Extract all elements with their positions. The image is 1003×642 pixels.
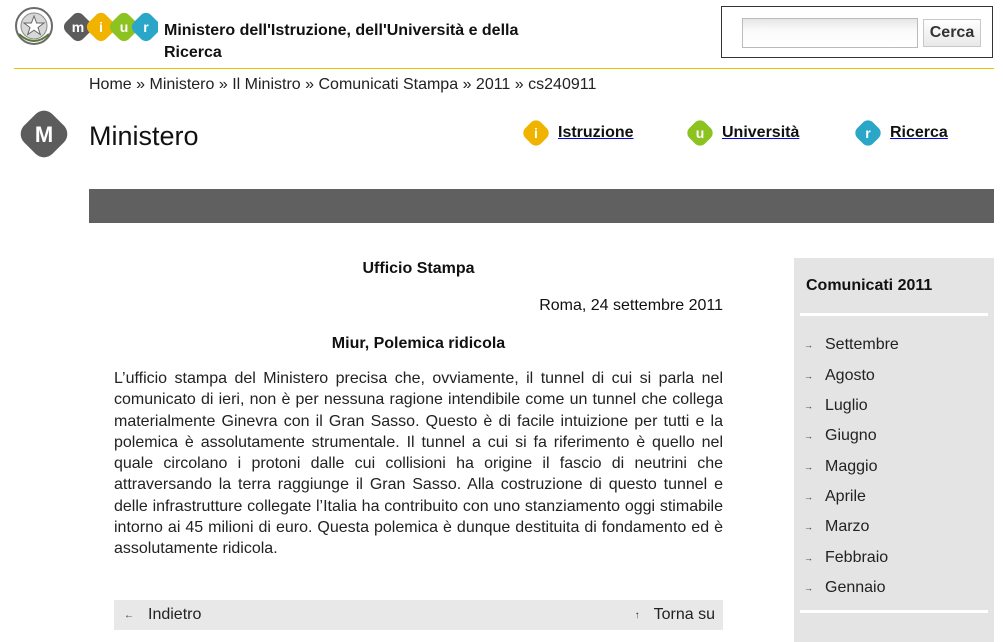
arrow-right-icon: → <box>804 340 813 350</box>
sidebar <box>794 258 994 642</box>
page-title: Ministero <box>89 121 199 151</box>
nav-istruzione-label: Istruzione <box>558 124 634 141</box>
sidebar-divider <box>800 313 988 316</box>
sidebar-item-marzo[interactable] <box>804 518 869 536</box>
arrow-left-icon: ← <box>124 609 134 621</box>
nav-universita-label: Università <box>722 124 800 141</box>
sidebar-item-label: Giugno <box>825 427 877 444</box>
nav-ricerca-label: Ricerca <box>890 124 948 141</box>
universita-u-icon <box>684 117 716 149</box>
article-footer-bar <box>114 600 723 630</box>
breadcrumb-separator: » <box>462 76 472 93</box>
sidebar-item-luglio[interactable] <box>804 397 868 415</box>
sidebar-item-gennaio[interactable] <box>804 579 886 597</box>
back-link-label: Indietro <box>148 606 202 623</box>
sidebar-item-label: Marzo <box>825 518 870 535</box>
sidebar-item-settembre[interactable] <box>804 336 899 354</box>
sidebar-item-febbraio[interactable] <box>804 549 888 567</box>
sidebar-divider <box>800 610 988 613</box>
svg-text:i: i <box>534 125 538 141</box>
sidebar-item-label: Maggio <box>825 458 878 475</box>
sidebar-item-label: Aprile <box>825 488 866 505</box>
search-box <box>721 6 993 58</box>
article <box>114 258 723 560</box>
breadcrumb-il-ministro[interactable]: Il Ministro <box>232 76 301 93</box>
miur-logo <box>64 12 158 44</box>
svg-text:u: u <box>119 19 129 35</box>
arrow-up-icon: ↑ <box>634 609 640 621</box>
section-banner-bar <box>89 189 994 223</box>
sidebar-item-agosto[interactable] <box>804 367 875 385</box>
sidebar-item-label: Luglio <box>825 397 868 414</box>
nav-universita[interactable] <box>684 116 799 150</box>
sidebar-item-maggio[interactable] <box>804 458 877 476</box>
sidebar-item-label: Settembre <box>825 336 899 353</box>
sidebar-item-label: Gennaio <box>825 579 886 596</box>
arrow-right-icon: → <box>804 401 813 411</box>
arrow-right-icon: → <box>804 462 813 472</box>
svg-text:r: r <box>865 125 871 141</box>
sidebar-item-label: Febbraio <box>825 549 889 566</box>
back-link[interactable] <box>124 600 201 630</box>
arrow-right-icon: → <box>804 371 813 381</box>
breadcrumb-current: cs240911 <box>528 76 597 93</box>
republic-emblem-icon <box>14 4 54 48</box>
sidebar-item-label: Agosto <box>825 367 875 384</box>
svg-text:r: r <box>143 19 149 35</box>
nav-ricerca[interactable] <box>852 116 948 150</box>
breadcrumb-2011[interactable]: 2011 <box>475 76 511 93</box>
header-divider <box>14 68 994 69</box>
arrow-right-icon: → <box>804 492 813 502</box>
article-date: Roma, 24 settembre 2011 <box>539 297 723 314</box>
breadcrumb-separator: » <box>218 76 228 93</box>
sidebar-item-aprile[interactable] <box>804 488 866 506</box>
article-office: Ufficio Stampa <box>362 260 475 277</box>
arrow-right-icon: → <box>804 583 813 593</box>
arrow-right-icon: → <box>804 431 813 441</box>
breadcrumb-comunicati-stampa[interactable]: Comunicati Stampa <box>318 76 459 93</box>
sidebar-title: Comunicati 2011 <box>806 277 933 294</box>
breadcrumb <box>89 76 596 94</box>
sidebar-item-giugno[interactable] <box>804 427 877 445</box>
back-to-top-link[interactable] <box>635 600 715 630</box>
organization-name: Ministero dell'Istruzione, dell'Università e della Ricerca <box>164 22 519 61</box>
search-input[interactable] <box>742 18 918 48</box>
svg-text:m: m <box>71 19 85 35</box>
article-body: L’ufficio stampa del Ministero precisa che, ovviamente, il tunnel di cui si parla nel comunicato di ieri, non è per nessuna ragione intendibile come un tunnel che collega materialmente Ginevra con il Gran Sasso. Questo è di facile intuizione per tutti e la polemica è assolutamente strumentale. Il tunnel a cui si fa riferimento è quello nel quale circolano i protoni dalle cui collisioni ha origine il fascio di neutrini che attraversando la terra raggiunge il Gran Sasso. Alla costruzione di questo tunnel e delle infrastrutture collegate l’Italia ha contribuito con uno stanziamento oggi stimabile intorno ai 45 milioni di euro. Questa polemica è dunque destituita di fondamento ed è assolutamente ridicola. <box>114 370 723 558</box>
article-headline: Miur, Polemica ridicola <box>331 335 506 352</box>
svg-text:M: M <box>34 122 54 147</box>
breadcrumb-separator: » <box>305 76 315 93</box>
nav-istruzione[interactable] <box>520 116 634 150</box>
ricerca-r-icon <box>852 117 884 149</box>
istruzione-i-icon <box>520 117 552 149</box>
breadcrumb-separator: » <box>514 76 524 93</box>
arrow-right-icon: → <box>804 522 813 532</box>
svg-text:u: u <box>695 125 705 141</box>
breadcrumb-ministero[interactable]: Ministero <box>149 76 215 93</box>
breadcrumb-separator: » <box>136 76 146 93</box>
search-button[interactable]: Cerca <box>923 19 981 47</box>
arrow-right-icon: → <box>804 553 813 563</box>
ministero-m-icon <box>16 106 72 162</box>
back-to-top-label: Torna su <box>653 606 715 623</box>
svg-text:i: i <box>99 19 103 35</box>
breadcrumb-home[interactable]: Home <box>89 76 132 93</box>
